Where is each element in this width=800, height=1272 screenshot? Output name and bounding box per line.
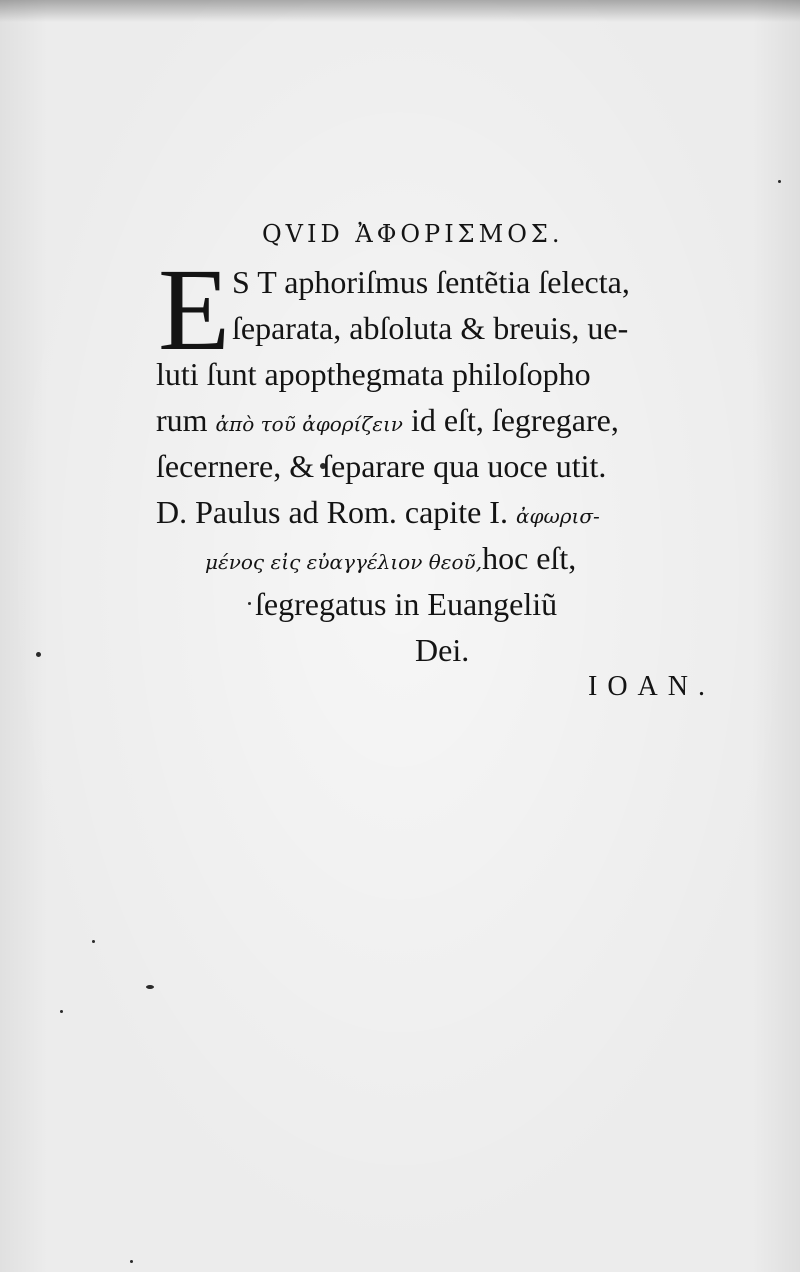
text-line-4 xyxy=(156,401,619,443)
ink-speck xyxy=(248,602,251,605)
page-top-edge-shadow xyxy=(0,0,800,22)
text-line-4-start: rum xyxy=(156,402,216,438)
text-line-1: S T aphoriſmus ſentẽtia ſelecta, xyxy=(232,264,630,300)
ink-speck xyxy=(36,652,41,657)
greek-phrase-2: ἀφωρισ- xyxy=(515,504,600,528)
drop-cap: E xyxy=(158,244,231,375)
text-line-6 xyxy=(156,493,600,535)
text-line-9: Dei. xyxy=(415,632,470,668)
greek-phrase-3: μένος εἰς εὐαγγέλιον θεοῦ, xyxy=(205,550,483,574)
text-line-4-end: id eſt, ſegregare, xyxy=(402,402,619,438)
page-heading: QVID ἈΦΟΡΙΣΜΟΣ. xyxy=(262,220,564,248)
text-line-3: luti ſunt apopthegmata philoſopho xyxy=(156,356,591,392)
text-line-7-end: hoc eſt, xyxy=(482,540,577,576)
text-line-7 xyxy=(205,539,576,581)
text-line-2: ſeparata, abſoluta & breuis, ue- xyxy=(232,310,629,346)
text-line-6-start: D. Paulus ad Rom. capite I. xyxy=(156,494,516,530)
text-line-5: ſecernere, & ſeparare qua uoce utit. xyxy=(156,448,607,484)
ink-speck xyxy=(130,1260,133,1263)
ink-speck xyxy=(60,1010,63,1013)
ink-speck xyxy=(146,985,154,989)
text-line-8: ſegregatus in Euangeliũ xyxy=(255,586,558,622)
ink-speck xyxy=(778,180,781,183)
greek-phrase-1: ἀπὸ τοῦ ἀφορίζειν xyxy=(215,412,403,436)
catchword: IOAN. xyxy=(588,671,715,702)
ink-speck xyxy=(92,940,95,943)
